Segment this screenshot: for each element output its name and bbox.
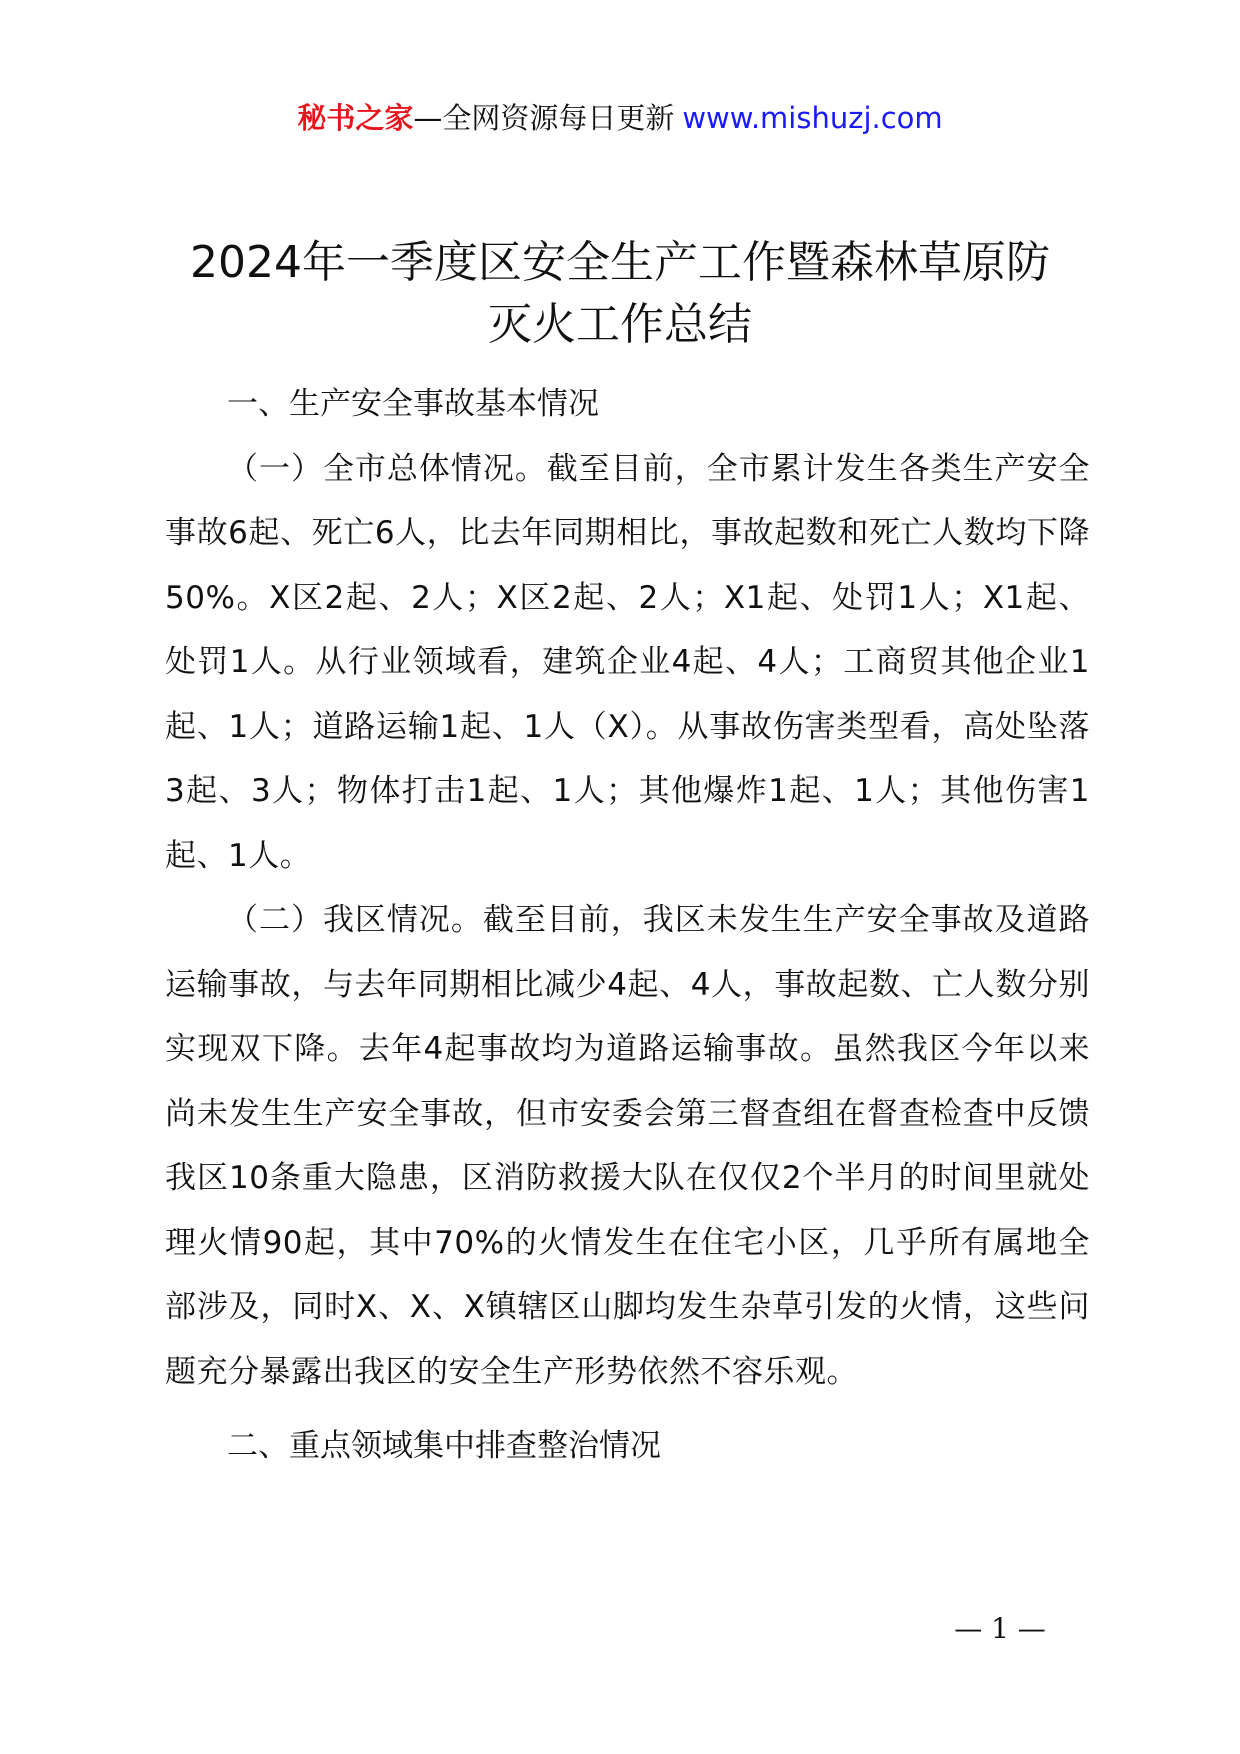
section-heading-1: 一、生产安全事故基本情况 (227, 386, 599, 422)
section-heading-2: 二、重点领域集中排查整治情况 (227, 1428, 661, 1464)
document-title (150, 232, 1090, 356)
document-body (165, 372, 1090, 1479)
brand-name: 秘书之家 (297, 101, 414, 135)
title-line-1: 2024年一季度区安全生产工作暨森林草原防 (190, 237, 1050, 288)
paragraph-city-overview: （一）全市总体情况。截至目前，全市累计发生各类生产安全事故6起、死亡6人，比去年同期相比，事故起数和死亡人数均下降50%。X区2起、2人；X区2起、2人；X1起、处罚1人；X1起、处罚1人。从行业领域看，建筑企业4起、4人；工商贸其他企业1起、1人；道路运输1起、1人（X）。从事故伤害类型看，高处坠落3起、3人；物体打击1起、1人；其他爆炸1起、1人；其他伤害1起、1人。 (165, 450, 1090, 874)
title-line-2: 灭火工作总结 (488, 299, 752, 350)
site-url: www.mishuzj.com (682, 101, 943, 135)
banner-tagline: —全网资源每日更新 (413, 101, 675, 135)
paragraph-district-overview: （二）我区情况。截至目前，我区未发生生产安全事故及道路运输事故，与去年同期相比减少4起、4人，事故起数、亡人数分别实现双下降。去年4起事故均为道路运输事故。虽然我区今年以来尚未发生生产安全事故，但市安委会第三督查组在督查检查中反馈我区10条重大隐患，区消防救援大队在仅仅2个半月的时间里就处理火情90起，其中70%的火情发生在住宅小区，几乎所有属地全部涉及，同时X、X、X镇辖区山脚均发生杂草引发的火情，这些问题充分暴露出我区的安全生产形势依然不容乐观。 (165, 902, 1090, 1390)
site-banner (0, 98, 1240, 138)
page-number: — 1 — (954, 1612, 1046, 1645)
